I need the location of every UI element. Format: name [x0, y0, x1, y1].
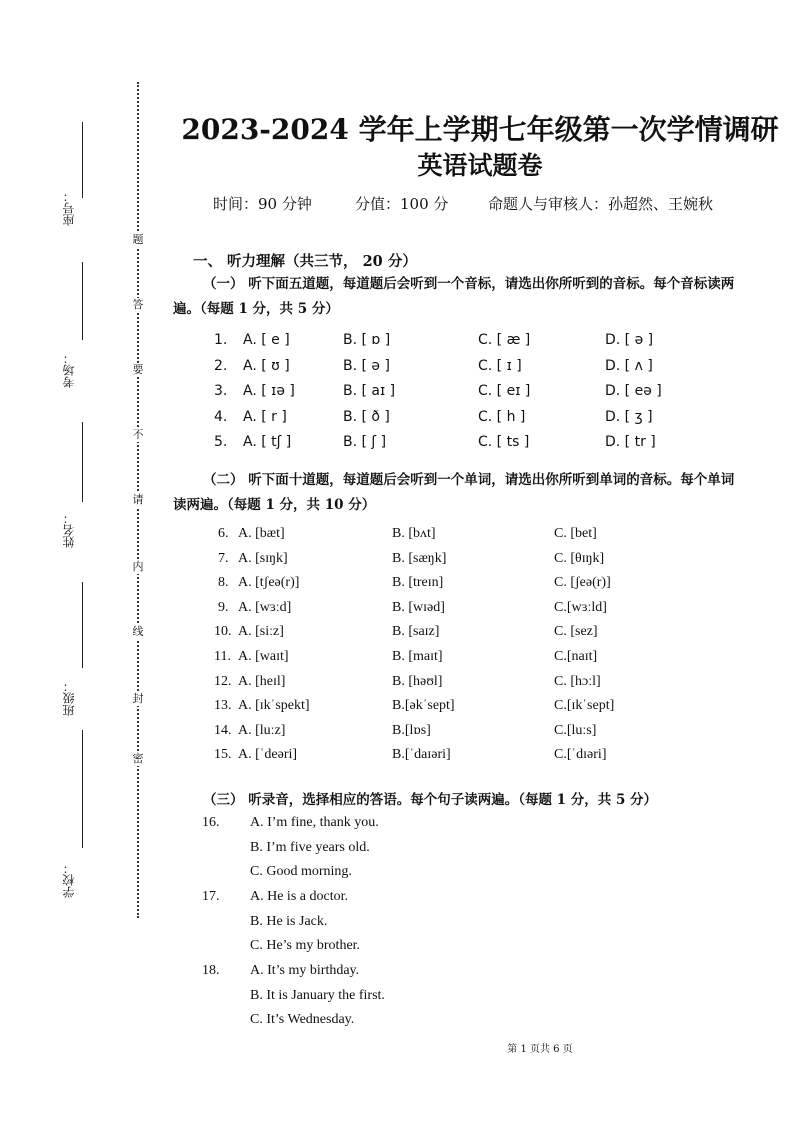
name-label: 姓名：: [62, 512, 76, 548]
option-d: D. [ ʌ ]: [605, 357, 653, 374]
option-a: A. [waɪt]: [238, 649, 289, 664]
instruction-line: （一） 听下面五道题，每道题后会听到一个音标，请选出你所听到的音标。每个音标读两: [203, 276, 735, 292]
option-b: B. [wɪəd]: [392, 599, 445, 615]
option-c: C.[luːs]: [554, 722, 597, 738]
question-number: 1.: [214, 332, 228, 348]
seal-char: 题: [132, 233, 144, 246]
part1-instruction: [173, 272, 785, 322]
question-number: 18.: [202, 963, 220, 978]
instruction-line: 读两遍。（每题 1 分，共 10 分）: [173, 497, 376, 513]
question-number: 6.: [218, 526, 229, 541]
option-b: B. [ ɒ ]: [343, 332, 391, 348]
option-b: B. [ ð ]: [343, 408, 390, 425]
option-b: B.[əkˈsept]: [392, 698, 455, 714]
option-d: D. [ ʒ ]: [605, 408, 653, 425]
question-number: 5.: [214, 434, 228, 450]
question-number: 10.: [214, 624, 232, 640]
instruction-line: （三） 听录音，选择相应的答语。每个句子读两遍。（每题 1 分，共 5 分）: [203, 792, 658, 808]
question-number: 4.: [214, 408, 228, 425]
answer-option: A. It’s my birthday.: [250, 963, 360, 978]
option-c: C.[ˈdɪəri]: [554, 747, 607, 763]
option-a: A. [luːz]: [238, 722, 286, 738]
exam-time: 时间：90 分钟: [213, 195, 312, 213]
option-c: C. [ eɪ ]: [478, 383, 531, 399]
option-b: B. [həʊl]: [392, 673, 443, 689]
seal-char: 密: [132, 752, 144, 765]
question-number: 2.: [214, 357, 228, 374]
seal-char: 封: [132, 692, 144, 705]
option-a: A. [sɪŋk]: [238, 550, 288, 566]
question-number: 9.: [218, 599, 229, 615]
answer-option: B. It is January the first.: [250, 987, 385, 1003]
exam-score: 分值：100 分: [355, 195, 449, 213]
option-b: B. [sæŋk]: [392, 550, 447, 566]
option-c: C. [bet]: [554, 526, 597, 541]
part3-instruction: [173, 788, 785, 813]
question-number: 15.: [214, 747, 232, 763]
option-c: C. [ʃeə(r)]: [554, 575, 611, 591]
question-number: 12.: [214, 673, 232, 689]
option-a: A. [ɪkˈspekt]: [238, 698, 310, 714]
school-label: 学校：: [62, 862, 76, 898]
option-b: B. [ ʃ ]: [343, 434, 387, 450]
option-c: C. [θɪŋk]: [554, 550, 605, 566]
seat-number-line[interactable]: [82, 122, 83, 198]
option-b: B. [maɪt]: [392, 649, 443, 664]
option-a: A. [ r ]: [243, 408, 287, 425]
seal-char: 答: [132, 298, 144, 311]
option-c: C.[wɜːld]: [554, 599, 607, 615]
option-c: C. [ h ]: [478, 408, 526, 425]
option-a: A. [tʃeə(r)]: [238, 575, 300, 591]
answer-option: A. I’m fine, thank you.: [250, 815, 379, 830]
answer-option: C. Good morning.: [250, 864, 352, 879]
exam-authors: 命题人与审核人：孙超然、王婉秋: [488, 195, 714, 213]
class-label: 班级：: [62, 680, 76, 716]
instruction-line: （二） 听下面十道题，每道题后会听到一个单词，请选出你所听到单词的音标。每个单词: [203, 472, 735, 488]
option-b: B.[ˈdaɪəri]: [392, 747, 451, 763]
instruction-line: 遍。（每题 1 分，共 5 分）: [173, 301, 339, 317]
option-b: B. [bʌt]: [392, 526, 436, 541]
option-d: D. [ eə ]: [605, 383, 662, 399]
option-a: A. [wɜːd]: [238, 599, 292, 615]
option-a: A. [ ʊ ]: [243, 357, 290, 374]
seat-number-label: 座号：: [62, 190, 76, 226]
question-number: 8.: [218, 575, 229, 591]
class-line[interactable]: [82, 582, 83, 668]
option-c: C. [hɔːl]: [554, 673, 601, 689]
question-number: 11.: [214, 649, 231, 664]
option-d: D. [ ə ]: [605, 332, 654, 348]
question-number: 16.: [202, 815, 220, 830]
seal-char: 要: [132, 363, 144, 376]
exam-room-label: 考场：: [62, 352, 76, 388]
option-b: B. [ ə ]: [343, 357, 390, 374]
seal-char: 请: [132, 493, 144, 506]
seal-char: 线: [132, 625, 144, 638]
option-b: B. [treɪn]: [392, 575, 444, 591]
option-c: C. [ ts ]: [478, 434, 530, 450]
option-c: C.[naɪt]: [554, 649, 598, 664]
option-b: B. [saɪz]: [392, 624, 440, 640]
question-number: 14.: [214, 722, 232, 738]
exam-subtitle: 英语试题卷: [417, 151, 543, 180]
part2-instruction: [173, 468, 785, 518]
option-c: C.[ɪkˈsept]: [554, 698, 615, 714]
question-number: 13.: [214, 698, 232, 714]
question-number: 7.: [218, 550, 229, 566]
option-a: A. [ e ]: [243, 332, 290, 348]
answer-option: B. I’m five years old.: [250, 839, 370, 855]
answer-option: B. He is Jack.: [250, 913, 328, 929]
option-a: A. [siːz]: [238, 624, 284, 640]
option-b: B.[lɒs]: [392, 722, 431, 738]
seal-char: 不: [132, 428, 144, 441]
answer-option: C. He’s my brother.: [250, 938, 361, 953]
option-c: C. [ ɪ ]: [478, 357, 522, 374]
option-b: B. [ aɪ ]: [343, 383, 396, 399]
question-number: 17.: [202, 889, 220, 904]
option-a: A. [ ɪə ]: [243, 383, 295, 399]
option-a: A. [ tʃ ]: [243, 434, 292, 450]
option-c: C. [ æ ]: [478, 332, 531, 348]
page-footer: 第 1 页共 6 页: [507, 1044, 573, 1055]
name-line[interactable]: [82, 422, 83, 502]
section-heading: 一、 听力理解（共三节， 20 分）: [193, 253, 417, 270]
option-d: D. [ tr ]: [605, 434, 656, 450]
option-a: A. [heɪl]: [238, 673, 286, 689]
exam-room-line[interactable]: [82, 262, 83, 340]
option-a: A. [bæt]: [238, 526, 285, 541]
option-c: C. [sez]: [554, 624, 598, 640]
answer-option: A. He is a doctor.: [250, 889, 348, 904]
question-number: 3.: [214, 383, 228, 399]
seal-char: 内: [132, 560, 144, 573]
answer-option: C. It’s Wednesday.: [250, 1012, 355, 1027]
exam-title: 2023-2024 学年上学期七年级第一次学情调研: [181, 113, 779, 146]
school-line[interactable]: [82, 730, 83, 848]
option-a: A. [ˈdeəri]: [238, 747, 298, 763]
